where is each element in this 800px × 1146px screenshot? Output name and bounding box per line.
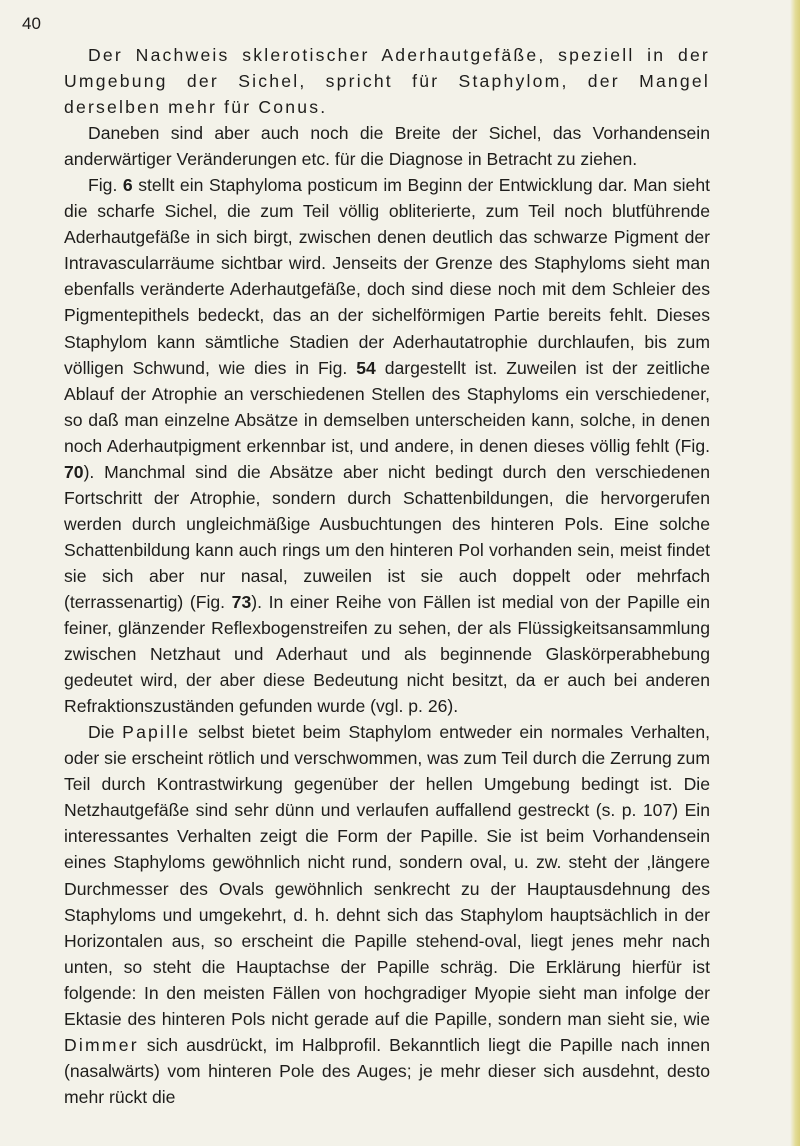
- text-run: sich ausdrückt, im Halbprofil. Bekanntlich liegt die Papille nach innen (nasalwärts) vom hinteren Pole des Auges; je mehr dieser sich ausdehnt, desto mehr rückt die: [64, 1034, 710, 1107]
- figure-reference: 70: [64, 461, 84, 482]
- text-run: Die: [88, 722, 123, 743]
- page-number: 40: [22, 14, 41, 33]
- text-run: ). In einer Reihe von Fällen ist medial von der Papille ein feiner, glänzender Reflexbogenstreifen zu sehen, der als Flüssigkeitsansammlung zwischen Netzhaut und Aderhaut und als beginnende Glaskörperabhebung gedeutet wird, der aber diese Bedeutung nicht besitzt, da er auch bei anderen Refraktionszuständen gefunden wurde (vgl. p. 26).: [64, 591, 711, 717]
- page-edge: [790, 0, 800, 1146]
- text-run: stellt ein Staphyloma posticum im Beginn der Entwicklung dar. Man sieht die scharfe Sichel, die zum Teil völlig obliterierte, zum Teil noch blutführende Aderhautgefäße in sich birgt, zwischen denen deutlich das schwarze Pigment der Intravascularräume sichtbar wird. Jenseits der Grenze des Staphyloms sieht man ebenfalls veränderte Aderhautgefäße, doch sind diese noch mit dem Schleier des Pigmentepithels bedeckt, das an der sichelförmigen Partie bereits fehlt. Dieses Staphylom kann sämtliche Stadien der Aderhautatrophie durchlaufen, bis zum völligen Schwund, wie dies in Fig.: [64, 175, 710, 378]
- paragraph: [64, 120, 710, 172]
- paragraph: [64, 42, 710, 120]
- text-run: Fig.: [88, 175, 123, 196]
- figure-reference: 6: [122, 175, 133, 196]
- body-text: [64, 42, 710, 1110]
- figure-reference: 73: [231, 591, 252, 612]
- text-run: selbst bietet beim Staphylom entweder ein normales Verhalten, oder sie erscheint rötlich und verschwommen, was zum Teil durch die Zerrung zum Teil durch Kontrastwirkung gegenüber der hellen Umgebung bedingt ist. Die Netzhautgefäße sind sehr dünn und verlaufen auffallend gestreckt (s. p. 107) Ein interessantes Verhalten zeigt die Form der Papille. Sie ist beim Vorhandensein eines Staphyloms gewöhnlich nicht rund, sondern oval, u. zw. steht der ,längere Durchmesser des Ovals gewöhnlich senkrecht zu der Hauptausdehnung des Staphyloms und umgekehrt, d. h. dehnt sich das Staphylom hauptsächlich in der Horizontalen aus, so erscheint die Papille stehend-oval, liegt jenes mehr nach unten, so steht die Hauptachse der Papille schräg. Die Erklärung hierfür ist folgende: In den meisten Fällen von hochgradiger Myopie sieht man infolge der Ektasie des hinteren Pols nicht gerade auf die Papille, sondern man sieht sie, wie: [64, 722, 710, 1029]
- text-run: ). Manchmal sind die Absätze aber nicht bedingt durch den verschiedenen Fortschritt der Atrophie, sondern durch Schattenbildungen, die hervorgerufen werden durch ungleichmäßige Ausbuchtungen des hinteren Pols. Eine solche Schattenbildung kann auch rings um den hinteren Pol vorhanden sein, meist findet sie sich aber nur nasal, zuweilen ist sie auch doppelt oder mehrfach (terrassenartig) (Fig.: [64, 461, 710, 612]
- text-run: Daneben sind aber auch noch die Breite der Sichel, das Vorhandensein anderwärtiger Veränderungen etc. für die Diagnose in Betracht zu ziehen.: [64, 123, 710, 170]
- emphasized-term: Papille: [122, 722, 191, 743]
- text-run: dargestellt ist. Zuweilen ist der zeitliche Ablauf der Atrophie an verschiedenen Stellen des Staphyloms ein verschiedener, so daß man einzelne Absätze in demselben unterscheiden kann, solche, in denen noch Aderhautpigment erkennbar ist, und andere, in denen dieses völlig fehlt (Fig.: [64, 357, 711, 456]
- paragraph: [64, 172, 710, 719]
- text-run: Der Nachweis sklerotischer Aderhautgefäße, speziell in der Umgebung der Sichel, spricht für Staphylom, der Mangel derselben mehr für Conus.: [64, 45, 710, 118]
- author-name: Dimmer: [64, 1034, 139, 1055]
- paragraph: [64, 719, 710, 1110]
- figure-reference: 54: [356, 357, 376, 378]
